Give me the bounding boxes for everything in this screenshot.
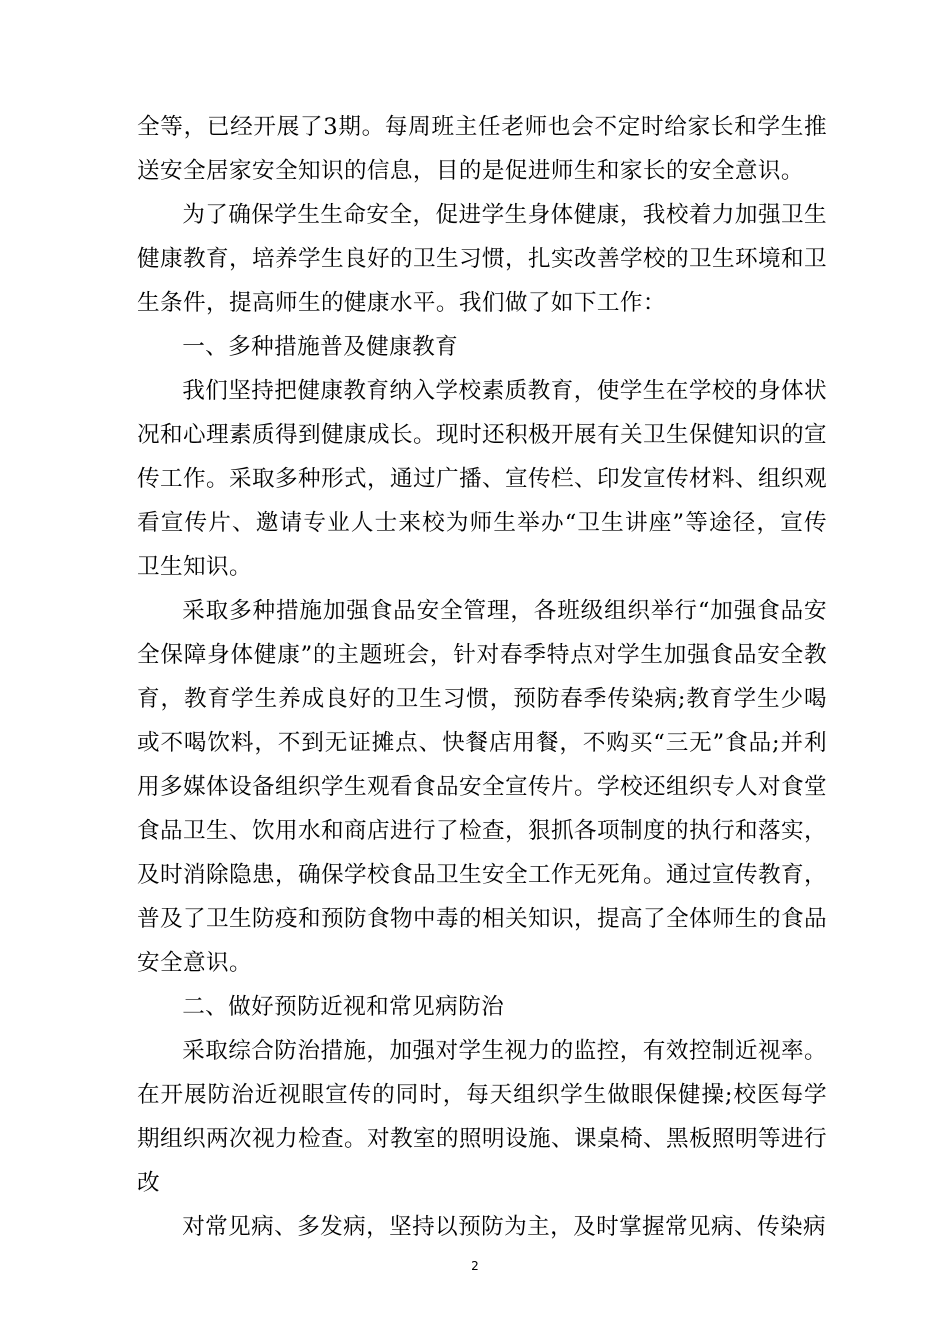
section-heading-1: 一、多种措施普及健康教育 (182, 334, 459, 360)
paragraph-intro: 为了确保学生生命安全，促进学生身体健康，我校着力加强卫生健康教育，培养学生良好的卫生习惯，扎实改善学校的卫生环境和卫生条件，提高师生的健康水平。我们做了如下工作： (137, 202, 827, 316)
document-body (137, 105, 827, 1249)
paragraph-food-safety: 采取多种措施加强食品安全管理，各班级组织举行“加强食品安全保障身体健康”的主题班会，针对春季特点对学生加强食品安全教育，教育学生养成良好的卫生习惯，预防春季传染病;教育学生少喝或不喝饮料，不到无证摊点、快餐店用餐，不购买“三无”食品;并利用多媒体设备组织学生观看食品安全宣传片。学校还组织专人对食堂食品卫生、饮用水和商店进行了检查，狠抓各项制度的执行和落实，及时消除隐患，确保学校食品卫生安全工作无死角。通过宣传教育，普及了卫生防疫和预防食物中毒的相关知识，提高了全体师生的食品安全意识。 (137, 598, 827, 976)
paragraph-health-education: 我们坚持把健康教育纳入学校素质教育，使学生在学校的身体状况和心理素质得到健康成长。现时还积极开展有关卫生保健知识的宣传工作。采取多种形式，通过广播、宣传栏、印发宣传材料、组织观看宣传片、邀请专业人士来校为师生举办“卫生讲座”等途径，宣传卫生知识。 (137, 378, 827, 580)
section-heading-2: 二、做好预防近视和常见病防治 (182, 994, 505, 1020)
page-number: 2 (471, 1259, 479, 1273)
paragraph-myopia-prevention: 采取综合防治措施，加强对学生视力的监控，有效控制近视率。在开展防治近视眼宣传的同时，每天组织学生做眼保健操;校医每学期组织两次视力检查。对教室的照明设施、课桌椅、黑板照明等进行改 (137, 1038, 827, 1196)
paragraph-continuation: 全等，已经开展了3期。每周班主任老师也会不定时给家长和学生推送安全居家安全知识的信息，目的是促进师生和家长的安全意识。 (137, 114, 827, 184)
paragraph-common-disease: 对常见病、多发病，坚持以预防为主，及时掌握常见病、传染病 (182, 1214, 827, 1240)
